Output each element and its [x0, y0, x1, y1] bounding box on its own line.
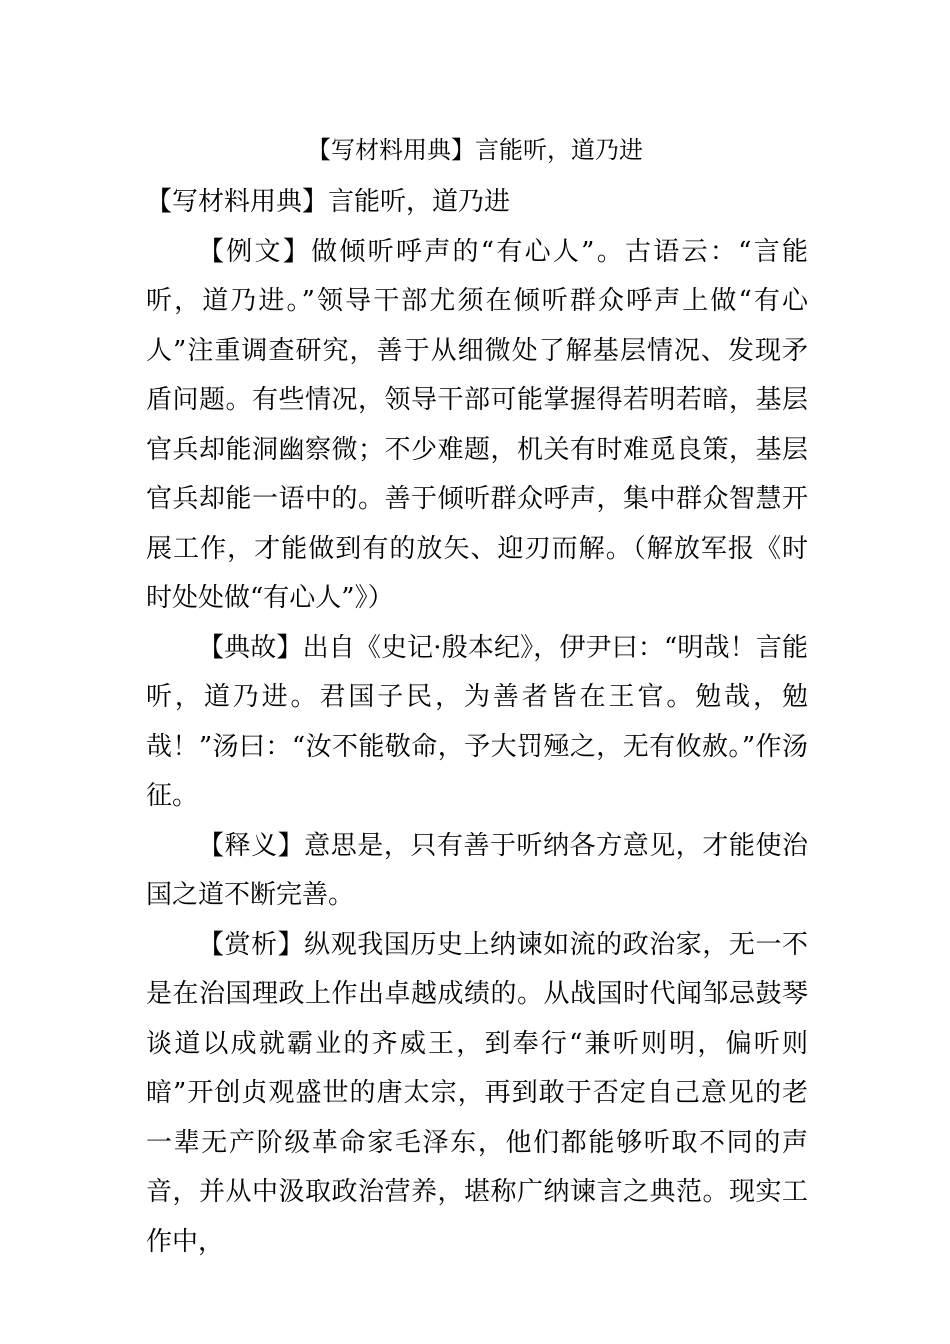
document-title: 【写材料用典】言能听，道乃进 — [307, 136, 643, 164]
document-subtitle: 【写材料用典】言能听，道乃进 — [146, 187, 511, 217]
paragraph-appreciation: 【赏析】纵观我国历史上纳谏如流的政治家，无一不是在治国理政上作出卓越成绩的。从战国时代闻邹忌鼓琴谈道以成就霸业的齐威王，到奉行“兼听则明，偏听则暗”开创贞观盛世的唐太宗，再到敢于否定自己意见的老一辈无产阶级革命家毛泽东，他们都能够听取不同的声音，并从中汲取政治营养，堪称广纳谏言之典范。现实工作中， — [146, 929, 808, 1257]
paragraph-allusion: 【典故】出自《史记·殷本纪》，伊尹曰：“明哉！言能听，道乃进。君国子民，为善者皆在王官。勉哉，勉哉！”汤曰：“汝不能敬命，予大罚殛之，无有攸赦。”作汤征。 — [146, 632, 808, 811]
paragraph-example: 【例文】做倾听呼声的“有心人”。古语云：“言能听，道乃进。”领导干部尤须在倾听群众呼声上做“有心人”注重调查研究，善于从细微处了解基层情况、发现矛盾问题。有些情况，领导干部可能掌握得若明若暗，基层官兵却能洞幽察微；不少难题，机关有时难觅良策，基层官兵却能一语中的。善于倾听群众呼声，集中群众智慧开展工作，才能做到有的放矢、迎刃而解。（解放军报《时时处处做“有心人”》） — [146, 236, 808, 613]
paragraph-meaning: 【释义】意思是，只有善于听纳各方意见，才能使治国之道不断完善。 — [146, 830, 808, 910]
document-body — [146, 178, 808, 1267]
